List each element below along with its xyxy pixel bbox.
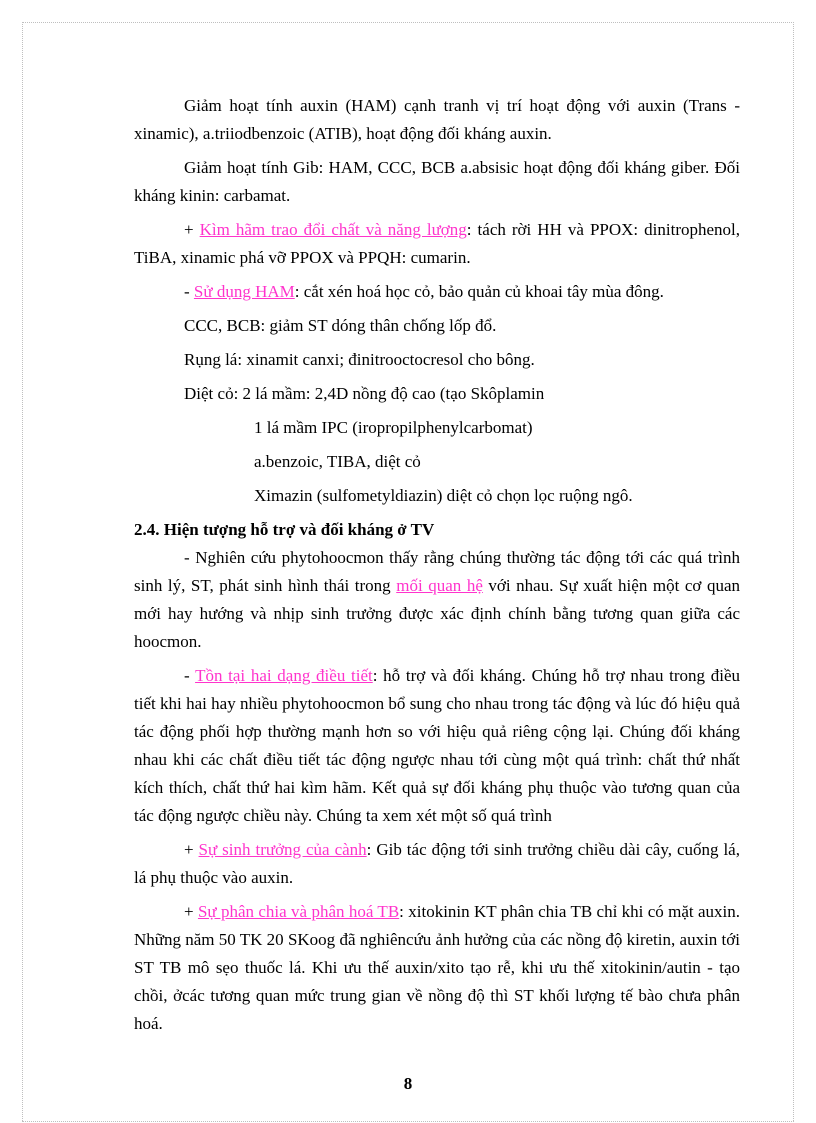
section-heading: 2.4. Hiện tượng hỗ trợ và đối kháng ở TV <box>134 520 435 539</box>
paragraph-ximazin: Ximazin (sulfometyldiazin) diệt cỏ chọn lọc ruộng ngô. <box>254 486 633 505</box>
paragraph-cell-division <box>134 898 740 1038</box>
page-border-right <box>793 22 794 1121</box>
bullet-plus: + <box>184 220 200 239</box>
paragraph-monocot: 1 lá mầm IPC (iropropilphenylcarbomat) <box>254 418 533 437</box>
paragraph-ccc-bcb: CCC, BCB: giảm ST dóng thân chống lốp đổ. <box>184 316 497 335</box>
bullet-dash: - <box>184 666 196 685</box>
page-border-bottom <box>22 1121 794 1122</box>
highlight-ham-usage: Sử dụng HAM <box>193 282 295 301</box>
paragraph-regulation-types <box>134 662 740 830</box>
page-border-left <box>22 22 23 1121</box>
highlight-metabolism: Kìm hãm trao đổi chất và năng lượng <box>199 220 467 239</box>
paragraph-research <box>134 544 740 656</box>
paragraph-text: : hỗ trợ và đối kháng. Chúng hỗ trợ nhau trong điều tiết khi hai hay nhiều phytohoocmon bổ sung cho nhau trong tác động và lúc đó hiệu quả tác động phối hợp thường mạnh hơn so với hiệu quả riêng cộng lại. Chúng đối kháng nhau khi các chất điều tiết tác động ngược nhau tới cùng một quá trình: chất thứ nhất kích thích, chất thứ hai kìm hãm. Kết quả sự đối kháng phụ thuộc vào tương quan của tác động ngược chiều này. Chúng ta xem xét một số quá trình <box>134 666 740 825</box>
paragraph-auxin-inhibition: Giảm hoạt tính auxin (HAM) cạnh tranh vị trí hoạt động với auxin (Trans - xinamic), a.triiodbenzoic (ATIB), hoạt động đối kháng auxin. <box>134 96 740 143</box>
bullet-plus: + <box>184 840 199 859</box>
paragraph-text: - Nghiên cứu phytohoocmon thấy rằng chúng thường tác động tới các quá trình sinh lý, ST, phát sinh hình thái trong <box>134 548 740 595</box>
paragraph-text: : Gib tác động tới sinh trưởng chiều dài cây, cuống lá, lá phụ thuộc vào auxin. <box>134 840 740 887</box>
paragraph-text: với nhau. Sự xuất hiện một cơ quan mới hay hướng và nhịp sinh trưởng được xác định chính bằng tương quan giữa các hoocmon. <box>134 576 740 651</box>
paragraph-gib-inhibition: Giảm hoạt tính Gib: HAM, CCC, BCB a.absisic hoạt động đối kháng giber. Đối kháng kinin: carbamat. <box>134 158 740 205</box>
paragraph-text: : cắt xén hoá học cỏ, bảo quản củ khoai tây mùa đông. <box>294 282 664 301</box>
paragraph-weed-kill: Diệt cỏ: 2 lá mầm: 2,4D nồng độ cao (tạo Skôplamin <box>184 384 545 403</box>
paragraph-branch-growth <box>134 836 740 892</box>
document-body <box>134 92 740 1038</box>
paragraph-leaf-drop: Rụng lá: xinamit canxi; đinitrooctocresol cho bông. <box>184 350 535 369</box>
highlight-branch-growth: Sự sinh trưởng của cành <box>198 840 367 859</box>
bullet-dash: - <box>184 282 194 301</box>
paragraph-text: : tách rời HH và PPOX: dinitrophenol, TiBA, xinamic phá vỡ PPOX và PPQH: cumarin. <box>134 220 741 267</box>
paragraph-text: : xitokinin KT phân chia TB chỉ khi có mặt auxin. Những năm 50 TK 20 SKoog đã nghiêncứu ảnh hưởng của các nồng độ kiretin, auxin tới ST TB mô sẹo thuốc lá. Khi ưu thế auxin/xito tạo rễ, khi ưu thế xitokinin/autin - tạo chồi, ởcác tương quan mức trung gian về nồng độ thì ST khối lượng tế bào chưa phân hoá. <box>134 902 741 1033</box>
paragraph-metabolism-inhibition <box>134 216 740 272</box>
page-border-top <box>22 22 794 23</box>
bullet-plus: + <box>184 902 198 921</box>
paragraph-ham-usage <box>134 278 740 306</box>
highlight-relationship: mối quan hệ <box>396 576 483 595</box>
highlight-regulation: Tồn tại hai dạng điều tiết <box>195 666 373 685</box>
paragraph-benzoic: a.benzoic, TIBA, diệt cỏ <box>254 452 421 471</box>
highlight-cell-division: Sự phân chia và phân hoá TB <box>197 902 400 921</box>
page-number: 8 <box>403 1074 413 1093</box>
